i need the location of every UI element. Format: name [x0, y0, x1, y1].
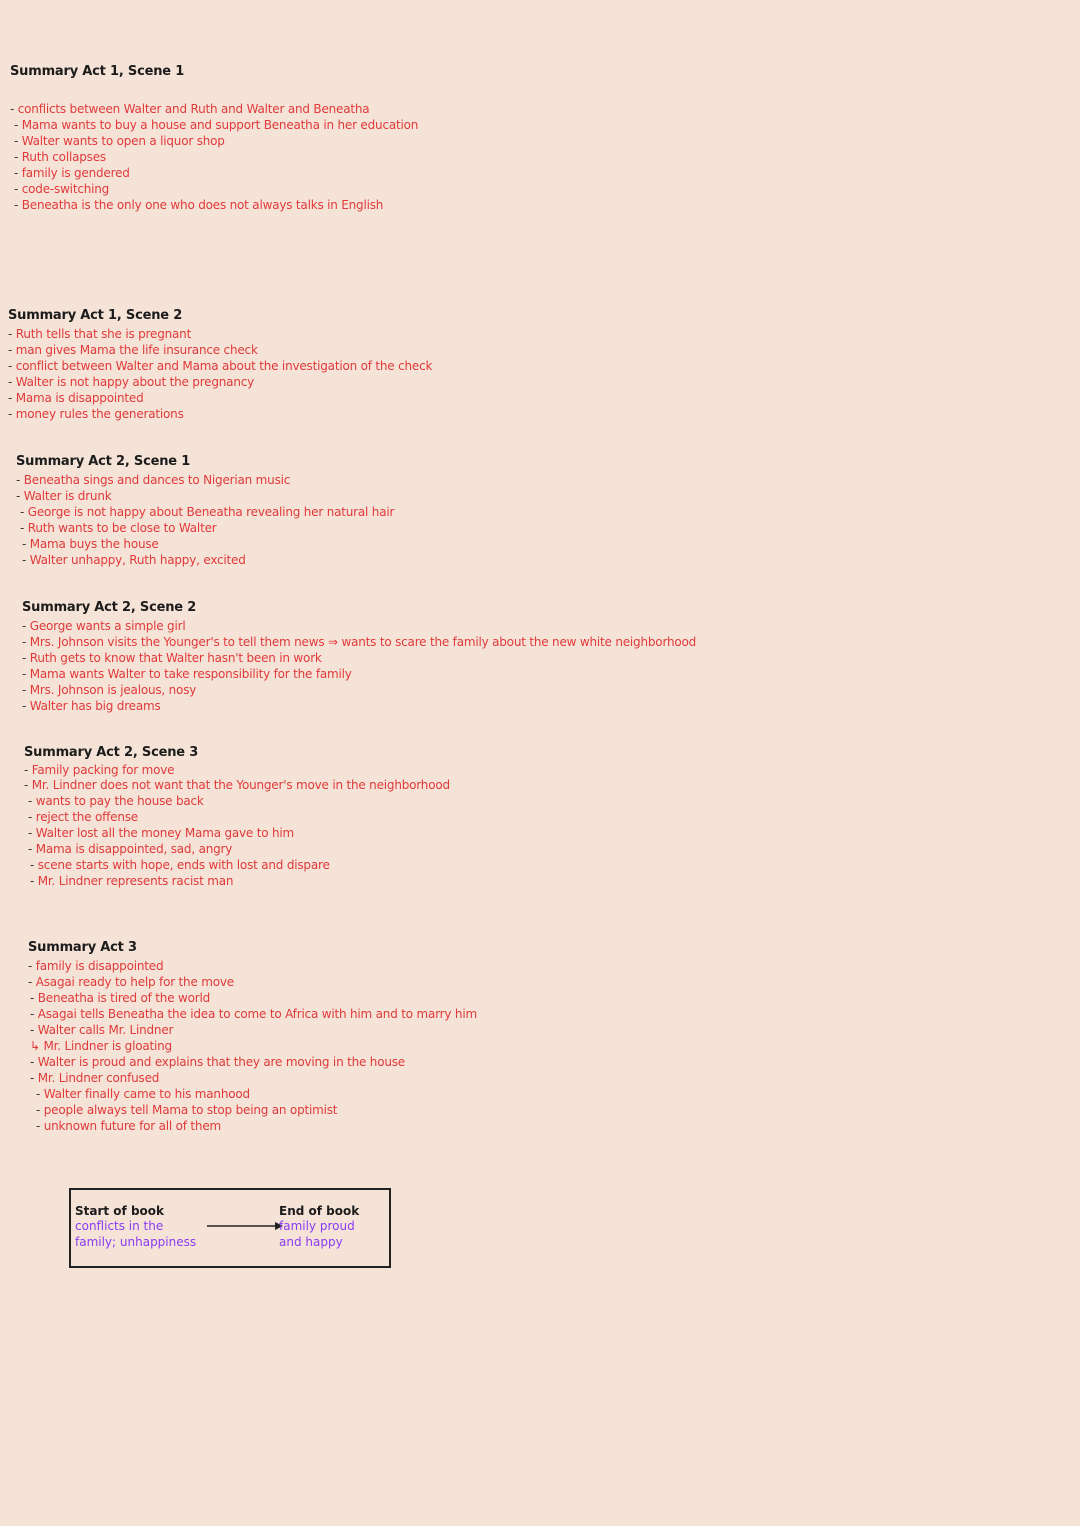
list-item: - Walter is not happy about the pregnancy	[8, 375, 255, 389]
list-item: - Mama is disappointed, sad, angry	[28, 842, 233, 856]
list-item: - Ruth collapses	[14, 150, 106, 164]
list-item: - wants to pay the house back	[28, 794, 204, 808]
list-item: - Mr. Lindner confused	[30, 1071, 160, 1085]
section-act2-scene2	[22, 600, 696, 714]
section-act3	[28, 940, 477, 1134]
start-end-summary-box	[69, 1188, 391, 1268]
start-of-book-text: conflicts in the family; unhappiness	[75, 1219, 197, 1249]
start-of-book-block	[75, 1204, 205, 1250]
list-item: - George is not happy about Beneatha revealing her natural hair	[20, 505, 395, 519]
end-of-book-block	[279, 1204, 389, 1250]
section-heading: Summary Act 2, Scene 1	[16, 454, 191, 469]
end-of-book-text: family proud and happy	[279, 1219, 355, 1249]
list-item: - Asagai ready to help for the move	[28, 975, 234, 989]
end-of-book-title: End of book	[279, 1204, 360, 1218]
list-item: - Beneatha is the only one who does not always talks in English	[14, 198, 384, 212]
list-item: - George wants a simple girl	[22, 619, 186, 633]
section-heading: Summary Act 1, Scene 2	[8, 308, 183, 323]
section-act2-scene3	[24, 745, 450, 889]
section-heading: Summary Act 3	[28, 940, 137, 955]
list-item: - conflicts between Walter and Ruth and Walter and Beneatha	[10, 102, 370, 116]
section-heading: Summary Act 1, Scene 1	[10, 64, 185, 79]
list-item: - Walter calls Mr. Lindner	[30, 1023, 174, 1037]
list-item: - Walter wants to open a liquor shop	[14, 134, 225, 148]
list-item: - Ruth gets to know that Walter hasn't been in work	[22, 651, 322, 665]
list-item: - Walter is drunk	[16, 489, 112, 503]
list-item: - man gives Mama the life insurance check	[8, 343, 258, 357]
list-item: - Beneatha is tired of the world	[30, 991, 211, 1005]
list-item: - Walter finally came to his manhood	[36, 1087, 250, 1101]
list-item: - Ruth wants to be close to Walter	[20, 521, 217, 535]
section-act1-scene2	[8, 308, 432, 422]
list-item: - unknown future for all of them	[36, 1119, 222, 1133]
list-item: - Beneatha sings and dances to Nigerian music	[16, 473, 291, 487]
list-item: - family is gendered	[14, 166, 130, 180]
start-of-book-title: Start of book	[75, 1204, 165, 1218]
section-heading: Summary Act 2, Scene 2	[22, 600, 197, 615]
list-item: - reject the offense	[28, 810, 138, 824]
list-item: - Family packing for move	[24, 763, 175, 777]
list-item: - people always tell Mama to stop being an optimist	[36, 1103, 338, 1117]
list-item: ↳ Mr. Lindner is gloating	[30, 1039, 172, 1053]
list-item: - Walter has big dreams	[22, 699, 161, 713]
section-heading: Summary Act 2, Scene 3	[24, 745, 199, 760]
list-item: - Mr. Lindner represents racist man	[30, 874, 234, 888]
list-item: - Mrs. Johnson is jealous, nosy	[22, 683, 197, 697]
list-item: - money rules the generations	[8, 407, 184, 421]
list-item: - Ruth tells that she is pregnant	[8, 327, 192, 341]
list-item: - Mr. Lindner does not want that the Younger's move in the neighborhood	[24, 778, 450, 792]
list-item: - Mama wants to buy a house and support Beneatha in her education	[14, 118, 419, 132]
section-act2-scene1	[16, 454, 394, 568]
list-item: - family is disappointed	[28, 959, 164, 973]
list-item: - scene starts with hope, ends with lost and dispare	[30, 858, 330, 872]
list-item: - Mama is disappointed	[8, 391, 144, 405]
list-item: - code-switching	[14, 182, 110, 196]
list-item: - Asagai tells Beneatha the idea to come to Africa with him and to marry him	[30, 1007, 477, 1021]
section-act1-scene1	[10, 64, 418, 213]
list-item: - Walter unhappy, Ruth happy, excited	[22, 553, 246, 567]
list-item: - Walter lost all the money Mama gave to him	[28, 826, 295, 840]
list-item: - Mrs. Johnson visits the Younger's to tell them news ⇒ wants to scare the family about the new white neighborhood	[22, 635, 697, 649]
list-item: - Mama buys the house	[22, 537, 159, 551]
list-item: - Mama wants Walter to take responsibility for the family	[22, 667, 352, 681]
list-item: - conflict between Walter and Mama about the investigation of the check	[8, 359, 433, 373]
list-item: - Walter is proud and explains that they are moving in the house	[30, 1055, 405, 1069]
arrow-right-icon	[207, 1220, 283, 1232]
